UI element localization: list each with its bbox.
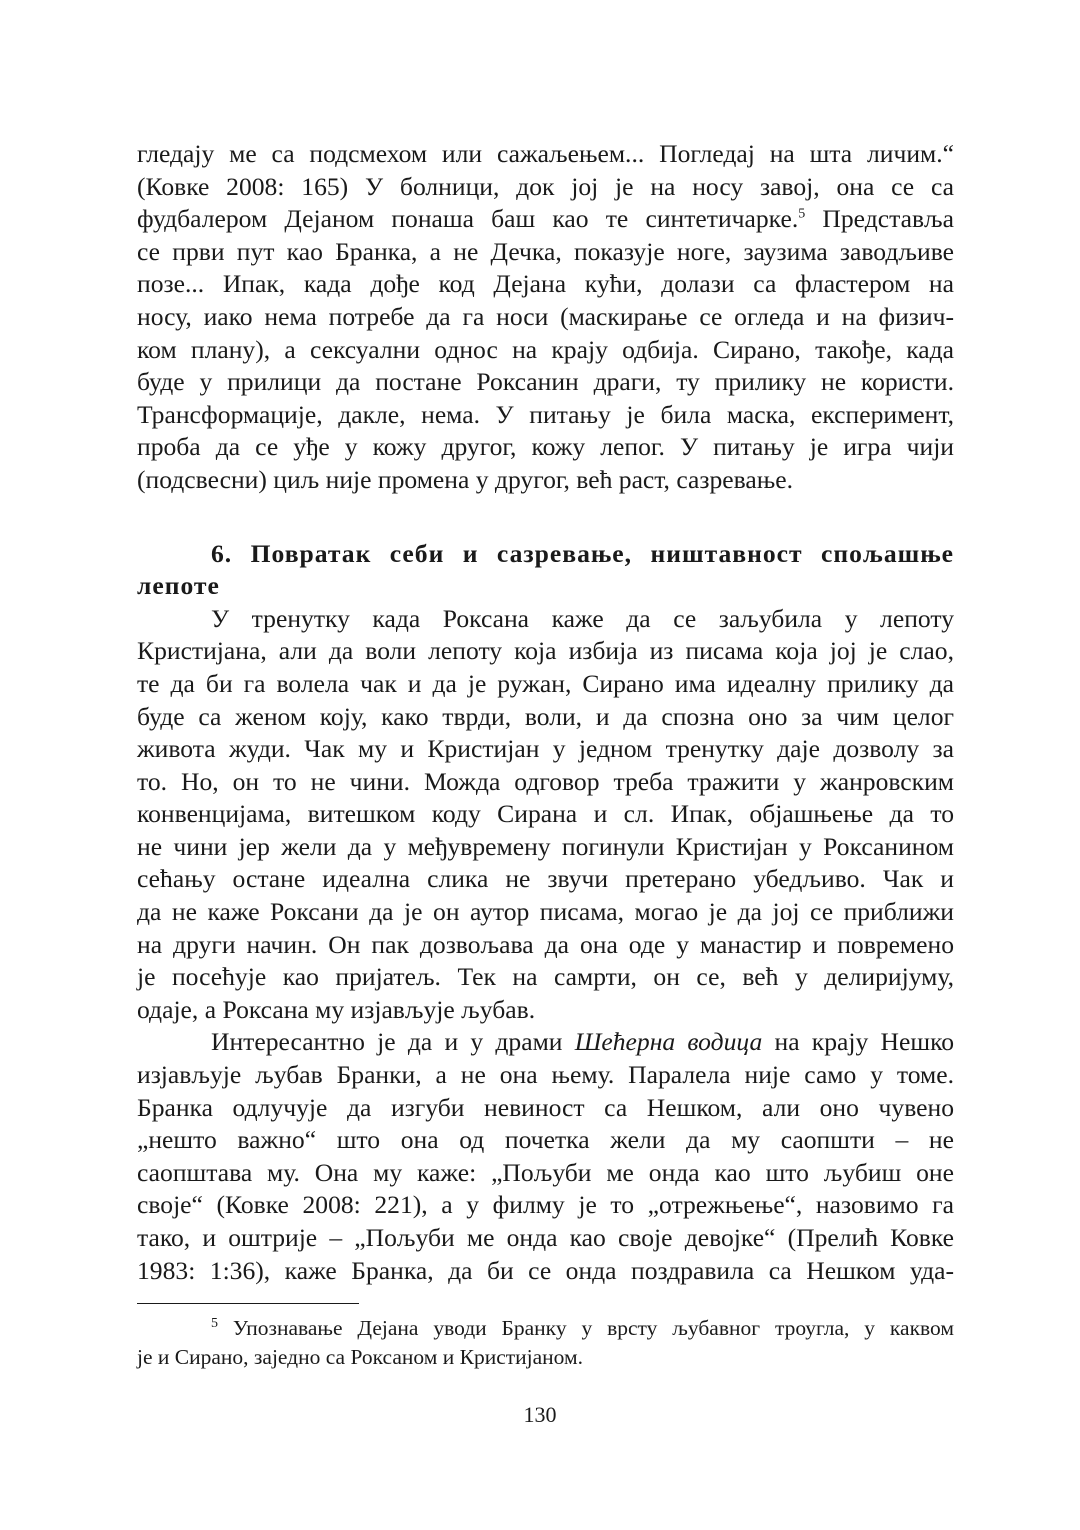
text-segment: Интересантно је да и у драми bbox=[211, 1027, 575, 1057]
text-line: 1983: 1:36), каже Бранка, да би се онда поздравила са Нешком уда- bbox=[137, 1255, 954, 1285]
text-line: гледају ме са подсмехом или сажаљењем... Погледај на шта личим.“ bbox=[137, 139, 954, 168]
paragraph-3 bbox=[137, 1026, 954, 1287]
text-segment: Упознавање Дејана уводи Бранку у врсту љубавног троугла, у каквом bbox=[218, 1316, 954, 1341]
text-line: изјављује љубав Бранки, а не она њему. Паралела није само у томе. bbox=[137, 1060, 954, 1090]
text-line: (подсвесни) циљ није промена у другог, већ раст, сазревање. bbox=[137, 464, 794, 494]
text-line: (Ковке 2008: 165) У болници, док јој је на носу завој, она се са bbox=[137, 171, 954, 201]
text-line: позе... Ипак, када дође код Дејана кући, долази са фластером на bbox=[137, 269, 954, 299]
text-line: своје“ (Ковке 2008: 221), а у филму је то „отрежњење“, назовимо га bbox=[137, 1190, 954, 1220]
text-line: живота жуди. Чак му и Кристијан у једном тренутку даје дозволу за bbox=[137, 734, 954, 764]
text-segment: фудбалером Дејаном понаша баш као те синтетичарке. bbox=[137, 204, 799, 234]
text-line bbox=[137, 203, 954, 236]
heading-line: лепоте bbox=[137, 571, 220, 601]
page-number: 130 bbox=[523, 1402, 557, 1427]
text-line: носу, иако нема потребе да га носи (маскирање се огледа и на физич- bbox=[137, 301, 954, 331]
text-line: на други начин. Он пак дозвољава да она оде у манастир и повремено bbox=[137, 929, 954, 959]
footnote-number: 5 bbox=[211, 1316, 218, 1332]
text-line: ком плану), а сексуални однос на крају одбија. Сирано, такође, када bbox=[137, 334, 954, 364]
text-line: буде у прилици да постане Роксанин драги, ту прилику не користи. bbox=[137, 367, 954, 397]
text-line: проба да се уђе у кожу другог, кожу лепог. У питању је игра чији bbox=[137, 432, 954, 462]
text-line: Бранка одлучује да изгуби невиност са Нешком, али оно чувено bbox=[137, 1092, 954, 1122]
text-line: сећању остане идеална слика не звучи претерано убедљиво. Чак и bbox=[137, 864, 954, 894]
text-line: буде са женом коју, како тврди, воли, и да спозна оно за чим целог bbox=[137, 701, 954, 731]
paragraph-1 bbox=[137, 138, 954, 497]
play-title: Шећерна водица bbox=[574, 1027, 763, 1057]
footnote-reference[interactable]: 5 bbox=[798, 206, 806, 222]
heading-line: 6. Повратак себи и сазревање, ништавност спољашње bbox=[211, 538, 954, 568]
text-line: конвенцијама, витешком коду Сирана и сл. Ипак, објашњење да то bbox=[137, 799, 954, 829]
text-line: У тренутку када Роксана каже да се заљубила у лепоту bbox=[211, 603, 954, 633]
text-line: да не каже Роксани да је он аутор писама, могао је да јој се приближи bbox=[137, 897, 954, 927]
text-line: те да би га волела чак и да је ружан, Сирано има идеалну прилику да bbox=[137, 668, 954, 698]
text-line bbox=[137, 1026, 954, 1059]
text-line: „нешто важно“ што она од почетка жели да му саопшти – не bbox=[137, 1125, 954, 1155]
text-segment: Представља bbox=[805, 204, 954, 234]
footnote-line bbox=[137, 1314, 954, 1343]
text-line: Кристијана, али да воли лепоту која избија из писама која јој је слао, bbox=[137, 636, 954, 666]
text-segment: на крају Нешко bbox=[762, 1027, 955, 1057]
text-line: тако, и оштрије – „Пољуби ме онда као своје девојке“ (Прелић Ковке bbox=[137, 1223, 954, 1252]
section-heading bbox=[137, 538, 954, 603]
text-line: то. Но, он то не чини. Можда одговор треба тражити у жанровским bbox=[137, 766, 954, 796]
text-line: саопштава му. Она му каже: „Пољуби ме онда као што љубиш оне bbox=[137, 1157, 954, 1187]
text-line: Трансформације, дакле, нема. У питању је била маска, експеримент, bbox=[137, 399, 954, 429]
paragraph-2 bbox=[137, 603, 954, 1027]
text-line: се први пут као Бранка, а не Дечка, показује ноге, заузима заводљиве bbox=[137, 236, 954, 266]
footnote-divider bbox=[137, 1303, 359, 1304]
footnote-line: је и Сирано, заједно са Роксаном и Кристијаном. bbox=[137, 1345, 583, 1370]
text-line: је посећује као пријатељ. Тек на самрти, он се, већ у делиријуму, bbox=[137, 962, 954, 992]
footnote bbox=[137, 1314, 954, 1372]
text-line: одаје, а Роксана му изјављује љубав. bbox=[137, 994, 536, 1024]
text-line: не чини јер жели да у међувремену погинули Кристијан у Роксанином bbox=[137, 831, 954, 861]
page-body bbox=[137, 138, 954, 1372]
